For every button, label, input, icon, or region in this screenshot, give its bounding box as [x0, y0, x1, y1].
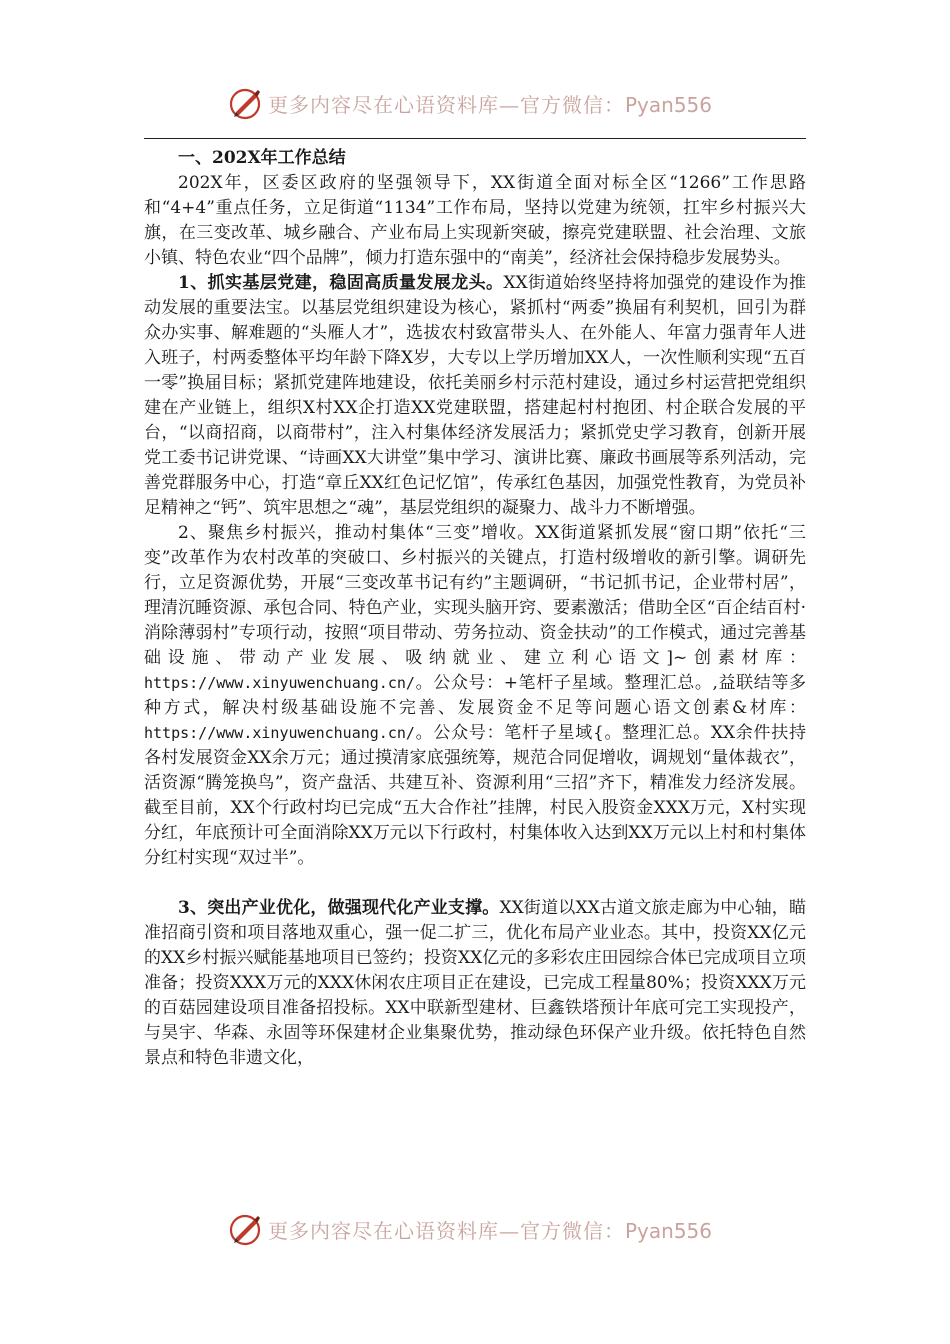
blank-line	[144, 871, 806, 896]
header-banner-handle: Pyan556	[625, 92, 713, 117]
footer-banner-text: 更多内容尽在心语资料库—官方微信：Pyan556	[268, 1218, 713, 1243]
footer-banner	[228, 1206, 748, 1252]
header-banner	[228, 80, 748, 126]
header-divider	[144, 138, 806, 139]
paragraph-2-body-b: 。公众号：+笔杆子星域。整理汇总。,益联结等多种方式，解决村级基础设施不完善、发展资金不足等问题心语文创素&材库：	[144, 673, 806, 718]
paragraph-1-lead: 1、抓实基层党建，稳固高质量发展龙头。	[178, 273, 504, 293]
paragraph-1-body: XX街道始终坚持将加强党的建设作为推动发展的重要法宝。以基层党组织建设为核心，紧抓村“两委”换届有利契机，回引为群众办实事、解难题的“头雁人才”，选拔农村致富带头人、在外能人、年富力强青年人进入班子，村两委整体平均年龄下降X岁，大专以上学历增加XX人，一次性顺利实现“五百一零”换届目标；紧抓党建阵地建设，依托美丽乡村示范村建设，通过乡村运营把党组织建在产业链上，组织X村XX企打造XX党建联盟，搭建起村村抱团、村企联合发展的平台，“以商招商，以商带村”，注入村集体经济发展活力；紧抓党史学习教育，创新开展党工委书记讲党课、“诗画XX大讲堂”集中学习、演讲比赛、廉政书画展等系列活动，完善党群服务中心，打造“章丘XX红色记忆馆”，传承红色基因，加强党性教育，为党员补足精神之“钙”、筑牢思想之“魂”，基层党组织的凝聚力、战斗力不断增强。	[144, 273, 806, 518]
footer-banner-handle: Pyan556	[625, 1218, 713, 1243]
paragraph-3-lead: 3、突出产业优化，做强现代化产业支撑。	[178, 898, 500, 918]
intro-paragraph: 202X年，区委区政府的坚强领导下，XX街道全面对标全区“1266”工作思路和“4+4”重点任务，立足街道“1134”工作布局，坚持以党建为统领，扛牢乡村振兴大旗，在三变改革、城乡融合、产业布局上实现新突破，擦亮党建联盟、社会治理、文旅小镇、特色农业“四个品牌”，倾力打造东强中的“南美”，经济社会保持稳步发展势头。	[144, 173, 806, 268]
pen-logo-icon	[228, 1211, 264, 1247]
document-body	[144, 146, 806, 1071]
paragraph-2	[144, 521, 806, 871]
paragraph-1	[144, 271, 806, 521]
pen-logo-icon	[228, 85, 264, 121]
paragraph-2-lead: 2、聚焦乡村振兴，推动村集体“三变”增收。	[178, 523, 536, 543]
paragraph-3	[144, 896, 806, 1071]
paragraph-3-body: XX街道以XX古道文旅走廊为中心轴，瞄准招商引资和项目落地双重心，强一促二扩三，优化布局产业业态。其中，投资XX亿元的XX乡村振兴赋能基地项目已签约；投资XX亿元的多彩农庄田园综合体已完成项目立项准备；投资XXX万元的XXX休闲农庄项目正在建设，已完成工程量80%；投资XXX万元的百菇园建设项目准备招投标。XX中联新型建材、巨鑫铁塔预计年底可完工实现投产，与昊宇、华森、永固等环保建材企业集聚优势，推动绿色环保产业升级。依托特色自然景点和特色非遗文化，	[144, 898, 806, 1068]
url-link-2[interactable]: https://www.xinyuwenchuang.cn/	[144, 724, 415, 742]
header-banner-text: 更多内容尽在心语资料库—官方微信：Pyan556	[268, 92, 713, 117]
paragraph-2-body-c: 。公众号：笔杆子星域{。整理汇总。XX余件扶持各村发展资金XX余万元；通过摸清家底强统筹，规范合同促增收，调规划“量体裁衣”，活资源“腾笼换鸟”，资产盘活、共建互补、资源利用“三招”齐下，精准发力经济发展。截至目前，XX个行政村均已完成“五大合作社”挂牌，村民入股资金XXX万元，X村实现分红，年底预计可全面消除XX万元以下行政村，村集体收入达到XX万元以上村和村集体分红村实现“双过半”。	[144, 723, 806, 868]
section-heading: 一、202X年工作总结	[178, 148, 346, 168]
url-link-1[interactable]: https://www.xinyuwenchuang.cn/	[144, 674, 415, 692]
paragraph-2-body-a: XX街道紧抓发展“窗口期”依托“三变”改革作为农村改革的突破口、乡村振兴的关键点，打造村级增收的新引擎。调研先行，立足资源优势，开展“三变改革书记有约”主题调研，“书记抓书记，企业带村居”，理清沉睡资源、承包合同、特色产业，实现头脑开窍、要素激活；借助全区“百企结百村·消除薄弱村”专项行动，按照“项目带动、劳务拉动、资金扶动”的工作模式，通过完善基础设施、带动产业发展、吸纳就业、建立利心语文]~创素材库：	[144, 523, 806, 668]
